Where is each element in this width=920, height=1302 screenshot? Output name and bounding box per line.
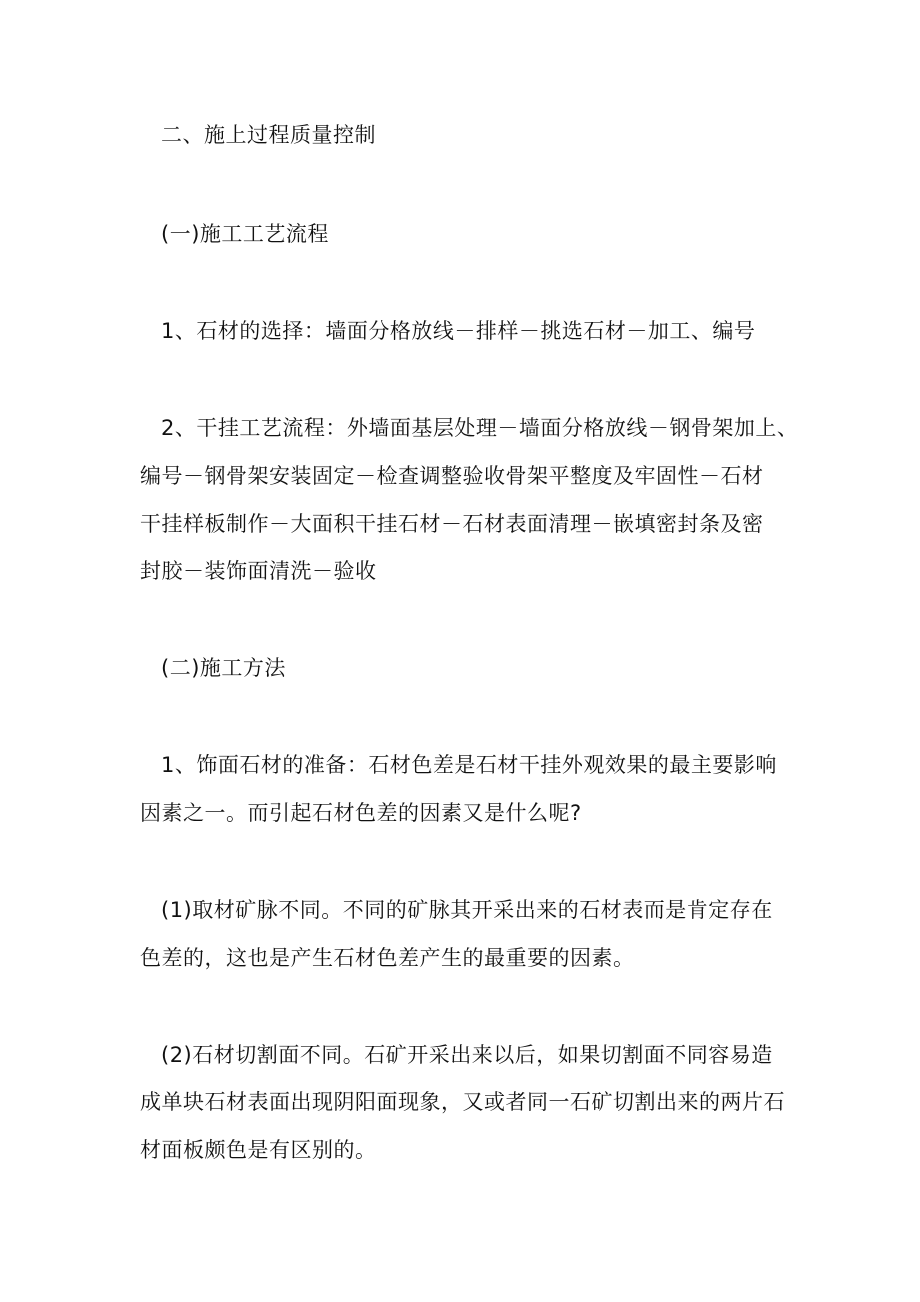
- section-1-item-2-line-4: 封胶－装饰面清洗－验收: [140, 559, 377, 583]
- section-2-point-1-line-2: 色差的，这也是产生石材色差产生的最重要的因素。: [140, 946, 635, 970]
- section-2-item-1-line-1: 1、饰面石材的准备：石材色差是石材干挂外观效果的最主要影响: [161, 753, 777, 777]
- section-1-item-2-line-1: 2、干挂工艺流程：外墙面基层处理－墙面分格放线－钢骨架加上、: [161, 416, 799, 440]
- section-2-point-2-line-1: (2)石材切割面不同。石矿开采出来以后，如果切割面不同容易造: [161, 1043, 773, 1067]
- section-2-point-1-line-1: (1)取材矿脉不同。不同的矿脉其开采出来的石材表而是肯定存在: [161, 898, 773, 922]
- section-1-heading: (一)施工工艺流程: [161, 222, 329, 246]
- section-2-point-2-line-3: 材面板颇色是有区别的。: [140, 1138, 377, 1162]
- section-1-item-2-line-3: 干挂样板制作－大面积干挂石材－石材表面清理－嵌填密封条及密: [140, 512, 764, 536]
- section-1-item-2-line-2: 编号－钢骨架安装固定－检查调整验收骨架平整度及牢固性－石材: [140, 464, 764, 488]
- main-heading: 二、施上过程质量控制: [161, 123, 376, 147]
- section-2-heading: (二)施工方法: [161, 656, 286, 680]
- section-1-item-1: 1、石材的选择：墙面分格放线－排样－挑选石材－加工、编号: [161, 319, 756, 343]
- section-2-point-2-line-2: 成单块石材表面出现阴阳面现象，又或者同一石矿切割出来的两片石: [140, 1090, 785, 1114]
- section-2-item-1-line-2: 因素之一。而引起石材色差的因素又是什么呢?: [140, 801, 582, 825]
